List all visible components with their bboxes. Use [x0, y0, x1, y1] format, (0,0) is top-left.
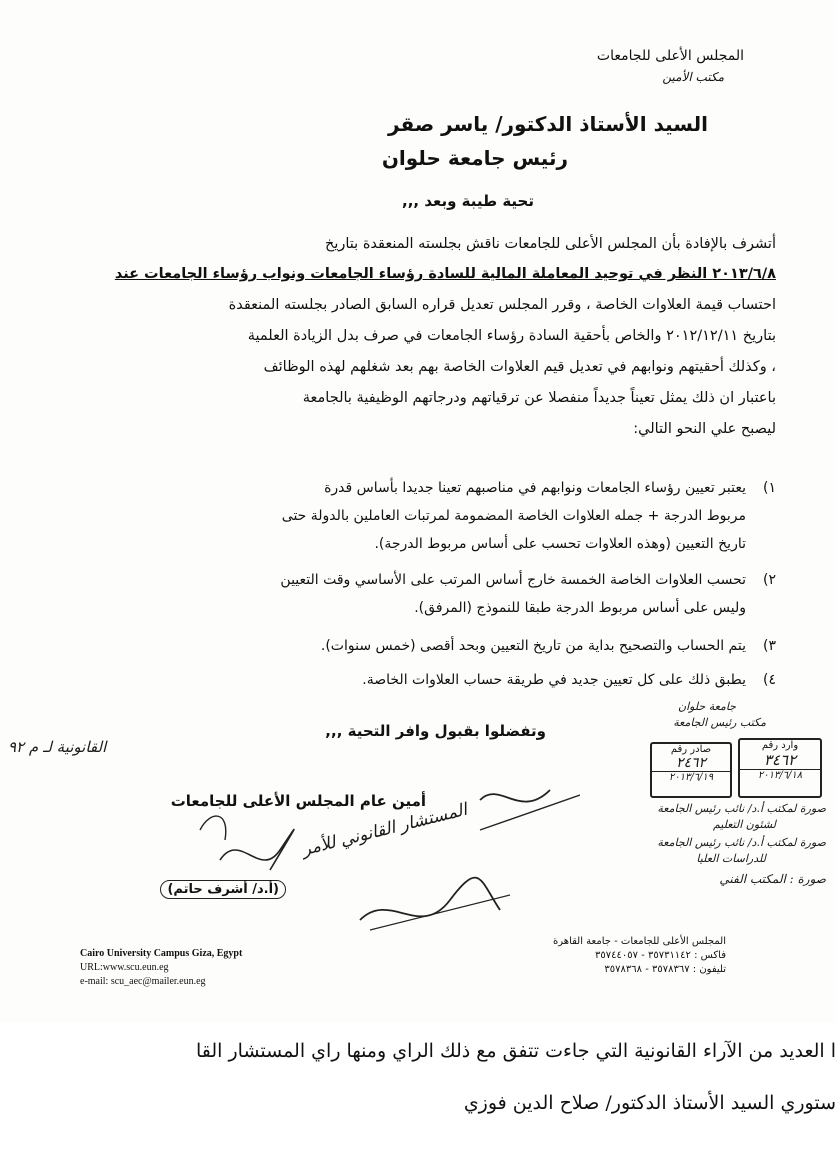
item-line: مربوط الدرجة + جمله العلاوات الخاصة المضمومة لمرتبات العاملين بالدولة حتى [281, 508, 746, 524]
body-line: بتاريخ ٢٠١٢/١٢/١١ والخاص بأحقية السادة رؤساء الجامعات في صرف بدل الزيادة العلمية [247, 328, 776, 344]
addressee-name: السيد الأستاذ الدكتور/ ياسر صقر [388, 112, 708, 136]
item-number: ٤) [763, 672, 776, 688]
item-line: يطبق ذلك على كل تعيين جديد في طريقة حساب العلاوات الخاصة. [362, 672, 746, 688]
secretary-title: أمين عام المجلس الأعلى للجامعات [170, 792, 426, 810]
addressee-title: رئيس جامعة حلوان [381, 146, 568, 170]
body-line: ٢٠١٣/٦/٨ النظر في توحيد المعاملة المالية للسادة رؤساء الجامعات ونواب رؤساء الجامعات عند [114, 266, 776, 282]
footer-address: Cairo University Campus Giza, Egypt [80, 948, 243, 959]
routing-note: للدراسات العليا [696, 852, 766, 865]
incoming-number: ٣٤٦٢ [763, 751, 797, 769]
outgoing-date: ٢٠١٣/٦/١٩ [652, 771, 730, 783]
body-line: احتساب قيمة العلاوات الخاصة ، وقرر المجلس تعديل قراره السابق الصادر بجلسته المنعقدة [228, 297, 776, 313]
item-line: تاريخ التعيين (وهذه العلاوات تحسب على أساس مربوط الدرجة). [374, 536, 746, 552]
stamp-office: مكتب رئيس الجامعة [673, 716, 766, 729]
caption-line: ستوري السيد الأستاذ الدكتور/ صلاح الدين فوزي [463, 1092, 836, 1114]
routing-note: صورة لمكتب أ.د/ نائب رئيس الجامعة [657, 802, 826, 815]
footer-url: URL:www.scu.eun.eg [80, 962, 169, 973]
footer-ar-org: المجلس الأعلى للجامعات - جامعة القاهرة [553, 936, 726, 947]
outgoing-label: صادر رقم [670, 744, 712, 755]
greeting: تحية طيبة وبعد ,,, [402, 192, 534, 210]
caption-line: ا العديد من الآراء القانونية التي جاءت تتفق مع ذلك الراي ومنها راي المستشار القا [195, 1040, 836, 1062]
handwritten-note: المستشار القانوني للأمر [300, 799, 470, 861]
item-line: يعتبر تعيين رؤساء الجامعات ونوابهم في مناصبهم تعينا جديدا بأساس قدرة [324, 480, 746, 496]
footer-ar-fax: فاكس : ٣٥٧٣١١٤٢ - ٣٥٧٤٤٠٥٧ [595, 950, 726, 961]
margin-note: القانونية لـ م ٩٢ [8, 738, 107, 756]
routing-note: صورة : المكتب الفني [719, 872, 826, 886]
secretary-name: (أ.د/ أشرف حاتم) [160, 880, 286, 899]
item-line: وليس على أساس مربوط الدرجة طبقا للنموذج (المرفق). [414, 600, 746, 616]
stamp-university: جامعة حلوان [677, 700, 736, 713]
letterhead-org: المجلس الأعلى للجامعات [596, 48, 744, 64]
routing-note: صورة لمكتب أ.د/ نائب رئيس الجامعة [657, 836, 826, 849]
incoming-stamp [738, 738, 822, 798]
incoming-date: ٢٠١٣/٦/١٨ [740, 769, 820, 781]
item-number: ٢) [763, 572, 776, 588]
closing-salutation: وتفضلوا بقبول وافر التحية ,,, [325, 722, 546, 740]
item-number: ٣) [763, 638, 776, 654]
body-line: باعتبار ان ذلك يمثل تعيناً جديداً منفصلا عن ترقياتهم ودرجاتهم الوظيفية بالجامعة [302, 390, 776, 406]
letterhead-office: مكتب الأمين [662, 70, 724, 84]
routing-note: لشئون التعليم [712, 818, 776, 831]
body-line: ، وكذلك أحقيتهم ونوابهم في تعديل قيم العلاوات الخاصة بهم بعد شغلهم لهذه الوظائف [263, 359, 776, 375]
body-line: ليصبح علي النحو التالي: [633, 421, 776, 437]
footer-email: e-mail: scu_aec@mailer.eun.eg [80, 976, 206, 987]
footer-ar-phone: تليفون : ٣٥٧٨٣٦٧ - ٣٥٧٨٣٦٨ [604, 964, 726, 975]
item-number: ١) [763, 480, 776, 496]
body-line: أتشرف بالإفادة بأن المجلس الأعلى للجامعات ناقش بجلسته المنعقدة بتاريخ [324, 236, 776, 252]
incoming-label: وارد رقم [761, 740, 799, 751]
outgoing-number: ٢٤٦٢ [675, 755, 707, 771]
item-line: تحسب العلاوات الخاصة الخمسة خارج أساس المرتب على الأساسي وقت التعيين [280, 572, 746, 588]
item-line: يتم الحساب والتصحيح بداية من تاريخ التعيين وبحد أقصى (خمس سنوات). [320, 638, 746, 654]
outgoing-stamp [650, 742, 732, 798]
handwritten-signatures [180, 770, 580, 950]
